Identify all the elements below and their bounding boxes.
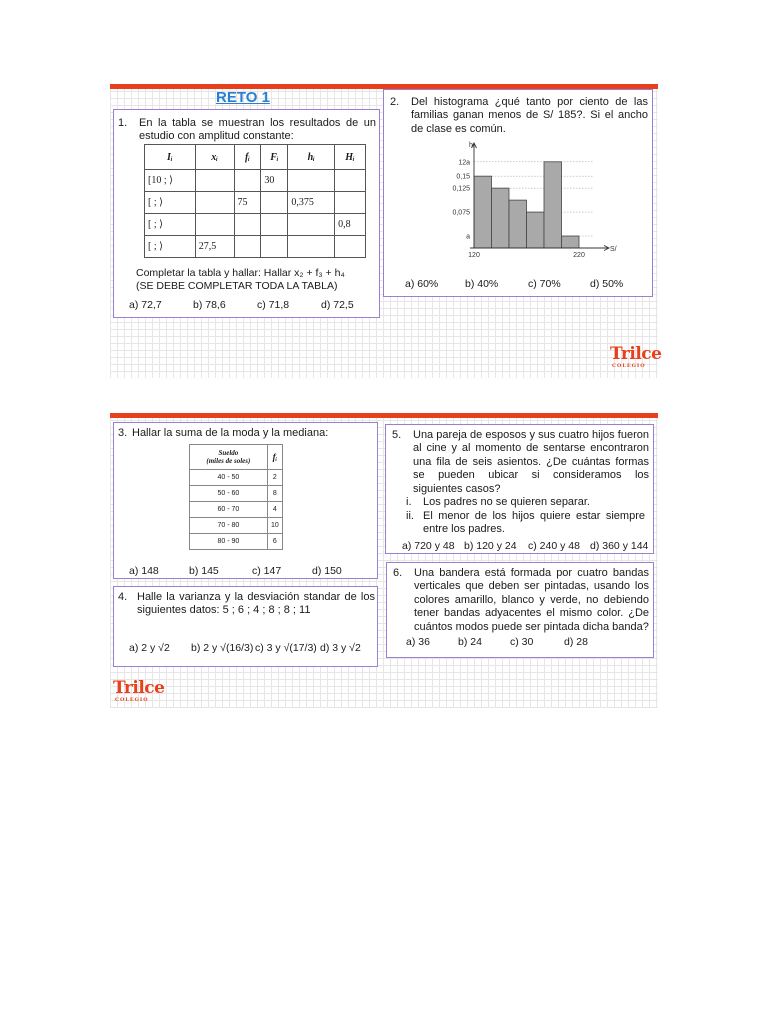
question-6-box <box>386 562 654 658</box>
table-cell <box>195 192 234 214</box>
question-4-options <box>129 642 372 654</box>
table-cell: 40 - 50 <box>190 470 268 486</box>
header-sueldo: Sueldo <box>218 449 239 457</box>
histogram-bar <box>527 212 545 248</box>
histogram-bar <box>544 162 562 248</box>
table-header: xᵢ <box>195 145 234 170</box>
option-d[interactable]: d) 50% <box>590 278 624 290</box>
question-1-instruction-2: (SE DEBE COMPLETAR TODA LA TABLA) <box>136 280 338 292</box>
table-cell: 75 <box>234 192 261 214</box>
question-3-options <box>129 565 362 577</box>
option-d[interactable]: d) 72,5 <box>321 299 354 311</box>
y-axis-label: hᵢ <box>469 142 474 149</box>
table-cell <box>335 170 366 192</box>
table-cell: 4 <box>267 502 282 518</box>
option-d[interactable]: d) 360 y 144 <box>590 540 649 552</box>
option-b[interactable]: b) 145 <box>189 565 219 577</box>
question-2-options <box>405 278 640 290</box>
y-tick-label: a <box>466 233 470 241</box>
question-2-text: Del histograma ¿qué tanto por ciento de las familias ganan menos de S/ 185?. Si el ancho de clase es común. <box>411 96 648 135</box>
logo-word: Trilce <box>610 344 662 364</box>
logo-word: Trilce <box>113 678 165 698</box>
table-header <box>190 445 268 470</box>
trilce-logo <box>610 346 661 369</box>
case-2-label: ii. <box>406 510 414 522</box>
question-5-number: 5. <box>392 429 402 441</box>
table-row <box>190 534 283 550</box>
header-sueldo-units: (miles de soles) <box>206 457 251 465</box>
option-a[interactable]: a) 148 <box>129 565 159 577</box>
question-4-text: Halle la varianza y la desviación standar de los siguientes datos: 5 ; 6 ; 4 ; 8 ; 8 ; 11 <box>137 591 375 617</box>
option-b[interactable]: b) 78,6 <box>193 299 226 311</box>
table-cell <box>261 192 288 214</box>
option-c[interactable]: c) 147 <box>252 565 282 577</box>
case-1-label: i. <box>406 496 412 508</box>
question-6-options <box>406 636 604 648</box>
slide-1-title: RETO 1 <box>216 89 270 106</box>
option-d[interactable]: d) 28 <box>564 636 588 648</box>
table-header: hᵢ <box>288 145 335 170</box>
question-5-box <box>385 424 654 554</box>
question-4-number: 4. <box>118 591 128 603</box>
table-cell: 30 <box>261 170 288 192</box>
histogram <box>429 142 617 267</box>
option-c[interactable]: c) 3 y √(17/3) <box>255 642 317 654</box>
option-a[interactable]: a) 2 y √2 <box>129 642 170 654</box>
table-row <box>190 502 283 518</box>
table-cell <box>335 192 366 214</box>
table-cell <box>234 170 261 192</box>
question-6-number: 6. <box>393 567 403 579</box>
histogram-bar <box>562 236 580 248</box>
logo-subtitle: COLEGIO <box>612 363 646 369</box>
table-row <box>145 170 366 192</box>
option-c[interactable]: c) 71,8 <box>257 299 290 311</box>
histogram-bar <box>474 176 492 248</box>
table-cell: 2 <box>267 470 282 486</box>
table-header: Hᵢ <box>335 145 366 170</box>
question-3-box <box>113 422 378 579</box>
option-b[interactable]: b) 120 y 24 <box>464 540 517 552</box>
table-cell: 50 - 60 <box>190 486 268 502</box>
table-row <box>190 470 283 486</box>
option-a[interactable]: a) 72,7 <box>129 299 162 311</box>
table-cell: 6 <box>267 534 282 550</box>
table-cell: [10 ; ⟩ <box>145 170 196 192</box>
table-cell <box>288 170 335 192</box>
frequency-table <box>144 144 366 258</box>
table-cell <box>288 214 335 236</box>
table-cell: 27,5 <box>195 236 234 258</box>
table-cell: [ ; ⟩ <box>145 214 196 236</box>
table-row <box>190 486 283 502</box>
y-tick-label: 0,075 <box>452 209 470 217</box>
y-tick-label: 0,15 <box>456 173 470 181</box>
table-cell: 0,375 <box>288 192 335 214</box>
question-4-box <box>113 586 378 667</box>
option-c[interactable]: c) 240 y 48 <box>528 540 580 552</box>
y-tick-label: 12a <box>458 159 470 167</box>
table-cell <box>261 214 288 236</box>
table-header: fᵢ <box>267 445 282 470</box>
question-3-text: Hallar la suma de la moda y la mediana: <box>132 427 329 439</box>
question-1-text: En la tabla se muestran los resultados de un estudio con amplitud constante: <box>139 117 376 143</box>
table-row <box>190 518 283 534</box>
slide-2 <box>110 413 658 708</box>
table-cell: 60 - 70 <box>190 502 268 518</box>
option-b[interactable]: b) 2 y √(16/3) <box>191 642 254 654</box>
question-1-box <box>113 109 380 318</box>
x-tick-label: 220 <box>573 252 585 259</box>
option-b[interactable]: b) 40% <box>465 278 499 290</box>
question-2-number: 2. <box>390 96 400 108</box>
table-cell: [ ; ⟩ <box>145 192 196 214</box>
slide-2-top-bar <box>110 413 658 418</box>
question-3-number: 3. <box>118 427 128 439</box>
option-c[interactable]: c) 30 <box>510 636 534 648</box>
table-row <box>145 214 366 236</box>
y-tick-label: 0,125 <box>452 185 470 193</box>
table-cell <box>335 236 366 258</box>
option-d[interactable]: d) 3 y √2 <box>320 642 361 654</box>
table-cell: 70 - 80 <box>190 518 268 534</box>
table-row <box>145 192 366 214</box>
logo-subtitle: COLEGIO <box>115 697 149 703</box>
table-row <box>145 236 366 258</box>
table-cell <box>234 214 261 236</box>
option-d[interactable]: d) 150 <box>312 565 342 577</box>
salary-table <box>189 444 283 550</box>
question-1-options <box>129 299 381 311</box>
case-2-text: El menor de los hijos quiere estar siempre entre los padres. <box>423 510 645 536</box>
question-5-text: Una pareja de esposos y sus cuatro hijos fueron al cine y al momento de sentarse encontraron una fila de seis asientos. ¿De cuántas formas se pueden ubicar si consideramos los siguientes casos? <box>413 429 649 495</box>
option-a[interactable]: a) 60% <box>405 278 439 290</box>
table-cell <box>234 236 261 258</box>
table-cell: 8 <box>267 486 282 502</box>
question-1-instruction-1: Completar la tabla y hallar: Hallar x₂ + f₃ + h₄ <box>136 267 345 279</box>
option-a[interactable]: a) 36 <box>406 636 430 648</box>
table-cell: 0,8 <box>335 214 366 236</box>
option-b[interactable]: b) 24 <box>458 636 482 648</box>
table-header: Fᵢ <box>261 145 288 170</box>
histogram-bar <box>492 188 510 248</box>
question-2-box <box>383 89 653 297</box>
slide-1 <box>110 84 662 378</box>
table-cell <box>288 236 335 258</box>
table-cell: [ ; ⟩ <box>145 236 196 258</box>
trilce-logo <box>113 680 164 703</box>
table-header: Iᵢ <box>145 145 196 170</box>
option-a[interactable]: a) 720 y 48 <box>402 540 455 552</box>
option-c[interactable]: c) 70% <box>528 278 561 290</box>
table-cell <box>261 236 288 258</box>
case-1-text: Los padres no se quieren separar. <box>423 496 590 508</box>
table-cell <box>195 214 234 236</box>
table-header: fᵢ <box>234 145 261 170</box>
x-tick-label: 120 <box>468 252 480 259</box>
table-cell <box>195 170 234 192</box>
question-6-text: Una bandera está formada por cuatro bandas verticales que deben ser pintadas, usando los colores amarillo, blanco y verde, no debiendo tener bandas adyacentes el mismo color. ¿De cuántos modos puede ser pintada dicha banda? <box>414 567 649 633</box>
table-cell: 80 - 90 <box>190 534 268 550</box>
question-1-number: 1. <box>118 117 128 129</box>
x-axis-label: S/ <box>610 246 617 253</box>
table-cell: 10 <box>267 518 282 534</box>
histogram-bar <box>509 200 527 248</box>
question-5-options <box>402 540 656 552</box>
